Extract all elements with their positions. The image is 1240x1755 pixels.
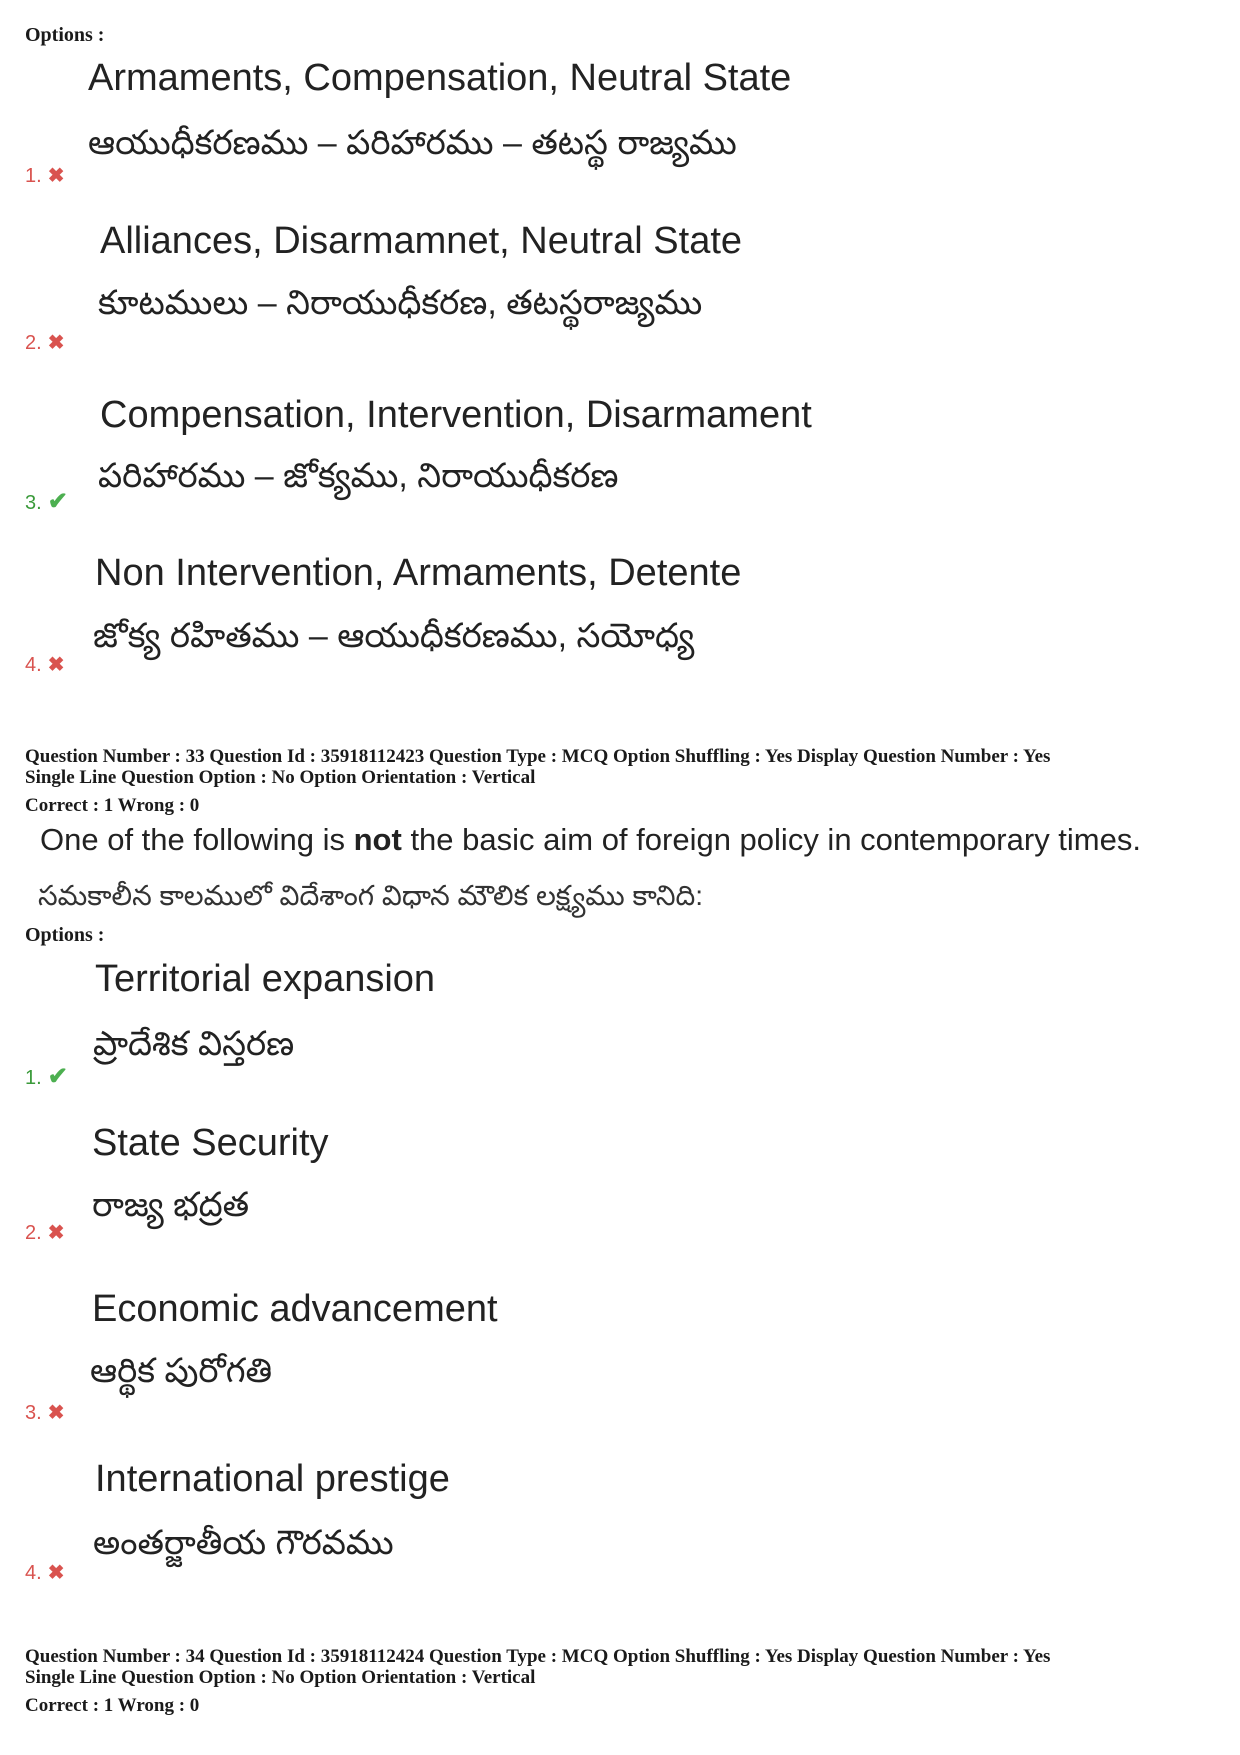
cross-icon: ✖ — [47, 654, 65, 676]
q33-option-4-english: International prestige — [95, 1458, 450, 1500]
q32-option-3-english: Compensation, Intervention, Disarmament — [100, 394, 812, 436]
q33-option-3-number: 3. ✖ — [25, 1402, 65, 1424]
q33-option-3-english: Economic advancement — [92, 1288, 498, 1330]
q32-option-1-telugu: ఆయుధీకరణము – పరిహారము – తటస్థ రాజ్యము — [88, 124, 737, 162]
cross-icon: ✖ — [47, 1222, 65, 1244]
q33-option-2-number: 2. ✖ — [25, 1222, 65, 1244]
q33-option-2-english: State Security — [92, 1122, 329, 1164]
q33-question-english: One of the following is not the basic aim of foreign policy in contemporary times. — [40, 822, 1141, 857]
q32-option-2-telugu: కూటములు – నిరాయుధీకరణ, తటస్థరాజ్యము — [98, 284, 703, 322]
q33-option-3-telugu: ఆర్థిక పురోగతి — [90, 1352, 273, 1390]
q32-option-2-english: Alliances, Disarmamnet, Neutral State — [100, 220, 743, 262]
q33-option-1-number: 1. ✔ — [25, 1063, 68, 1090]
q34-marks: Correct : 1 Wrong : 0 — [25, 1695, 200, 1716]
q33-option-4-number: 4. ✖ — [25, 1562, 65, 1584]
q33-question-telugu: సమకాలీన కాలములో విదేశాంగ విధాన మౌలిక లక్ష్యము కానిది: — [38, 880, 704, 911]
q34-meta-line-1: Question Number : 34 Question Id : 35918112424 Question Type : MCQ Option Shuffling : Yes Display Question Number : Yes — [25, 1646, 1051, 1667]
q34-meta-line-2: Single Line Question Option : No Option Orientation : Vertical — [25, 1667, 536, 1688]
q33-meta-line-1: Question Number : 33 Question Id : 35918112423 Question Type : MCQ Option Shuffling : Yes Display Question Number : Yes — [25, 746, 1051, 767]
q33-options-label: Options : — [25, 924, 105, 946]
q33-option-4-telugu: అంతర్జాతీయ గౌరవము — [93, 1524, 394, 1562]
q32-option-1-english: Armaments, Compensation, Neutral State — [88, 57, 792, 99]
q32-option-4-number: 4. ✖ — [25, 654, 65, 676]
q32-option-4-english: Non Intervention, Armaments, Detente — [95, 552, 742, 594]
q32-option-3-number: 3. ✔ — [25, 488, 68, 515]
options-label: Options : — [25, 24, 105, 46]
check-icon: ✔ — [47, 488, 68, 515]
check-icon: ✔ — [47, 1063, 68, 1090]
q33-meta-line-2: Single Line Question Option : No Option Orientation : Vertical — [25, 767, 536, 788]
q33-option-1-english: Territorial expansion — [95, 958, 436, 1000]
q32-option-2-number: 2. ✖ — [25, 332, 65, 354]
q33-marks: Correct : 1 Wrong : 0 — [25, 795, 200, 816]
cross-icon: ✖ — [47, 165, 65, 187]
q33-option-1-telugu: ప్రాదేశిక విస్తరణ — [93, 1025, 295, 1063]
cross-icon: ✖ — [47, 1562, 65, 1584]
q32-option-4-telugu: జోక్య రహితము – ఆయుధీకరణము, సయోధ్య — [93, 617, 695, 655]
q32-option-3-telugu: పరిహారము – జోక్యము, నిరాయుధీకరణ — [98, 457, 619, 495]
q32-option-1-number: 1. ✖ — [25, 165, 65, 187]
cross-icon: ✖ — [47, 1402, 65, 1424]
q33-option-2-telugu: రాజ్య భద్రత — [92, 1186, 250, 1224]
cross-icon: ✖ — [47, 332, 65, 354]
